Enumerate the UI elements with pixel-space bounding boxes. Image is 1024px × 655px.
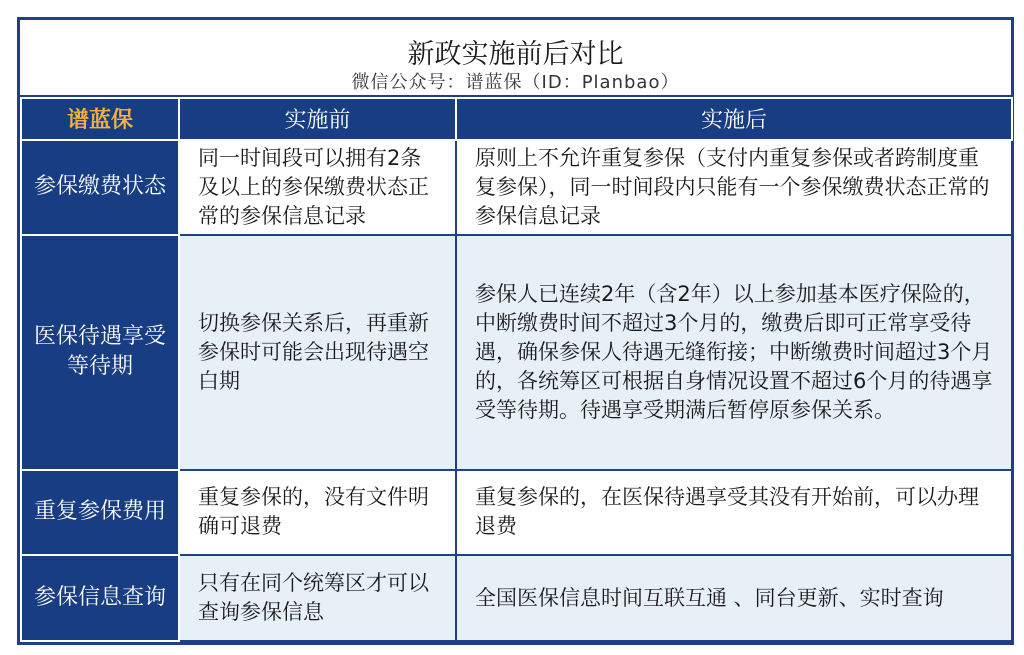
before-cell: 只有在同个统筹区才可以查询参保信息 bbox=[179, 555, 456, 641]
table-row bbox=[21, 555, 1012, 641]
table-header-row bbox=[21, 98, 1012, 140]
row-label: 医保待遇享受等待期 bbox=[21, 235, 179, 470]
table-row bbox=[21, 235, 1012, 470]
page-subtitle: 微信公众号：谱蓝保（ID：Planbao） bbox=[351, 72, 680, 93]
before-cell: 重复参保的，没有文件明确可退费 bbox=[179, 470, 456, 556]
row-label: 参保信息查询 bbox=[21, 555, 179, 641]
header-brand: 谱蓝保 bbox=[21, 98, 179, 140]
comparison-table bbox=[20, 97, 1013, 642]
row-label: 参保缴费状态 bbox=[21, 140, 179, 235]
after-cell: 参保人已连续2年（含2年）以上参加基本医疗保险的，中断缴费时间不超过3个月的，缴费后即可正常享受待遇，确保参保人待遇无缝衔接；中断缴费时间超过3个月的，各统筹区可根据自身情况设置不超过6个月的待遇享受等待期。待遇享受期满后暂停原参保关系。 bbox=[456, 235, 1012, 470]
header-before: 实施前 bbox=[179, 98, 456, 140]
comparison-card bbox=[17, 17, 1014, 645]
after-cell: 原则上不允许重复参保（支付内重复参保或者跨制度重复参保），同一时间段内只能有一个参保缴费状态正常的参保信息记录 bbox=[456, 140, 1012, 235]
table-row bbox=[21, 470, 1012, 556]
before-cell: 同一时间段可以拥有2条及以上的参保缴费状态正常的参保信息记录 bbox=[179, 140, 456, 235]
header-after: 实施后 bbox=[456, 98, 1012, 140]
after-cell: 全国医保信息时间互联互通 、同台更新、实时查询 bbox=[456, 555, 1012, 641]
title-block bbox=[20, 20, 1011, 97]
row-label: 重复参保费用 bbox=[21, 470, 179, 556]
table-row bbox=[21, 140, 1012, 235]
after-cell: 重复参保的，在医保待遇享受其没有开始前，可以办理退费 bbox=[456, 470, 1012, 556]
page-title: 新政实施前后对比 bbox=[407, 39, 624, 70]
before-cell: 切换参保关系后，再重新参保时可能会出现待遇空白期 bbox=[179, 235, 456, 470]
